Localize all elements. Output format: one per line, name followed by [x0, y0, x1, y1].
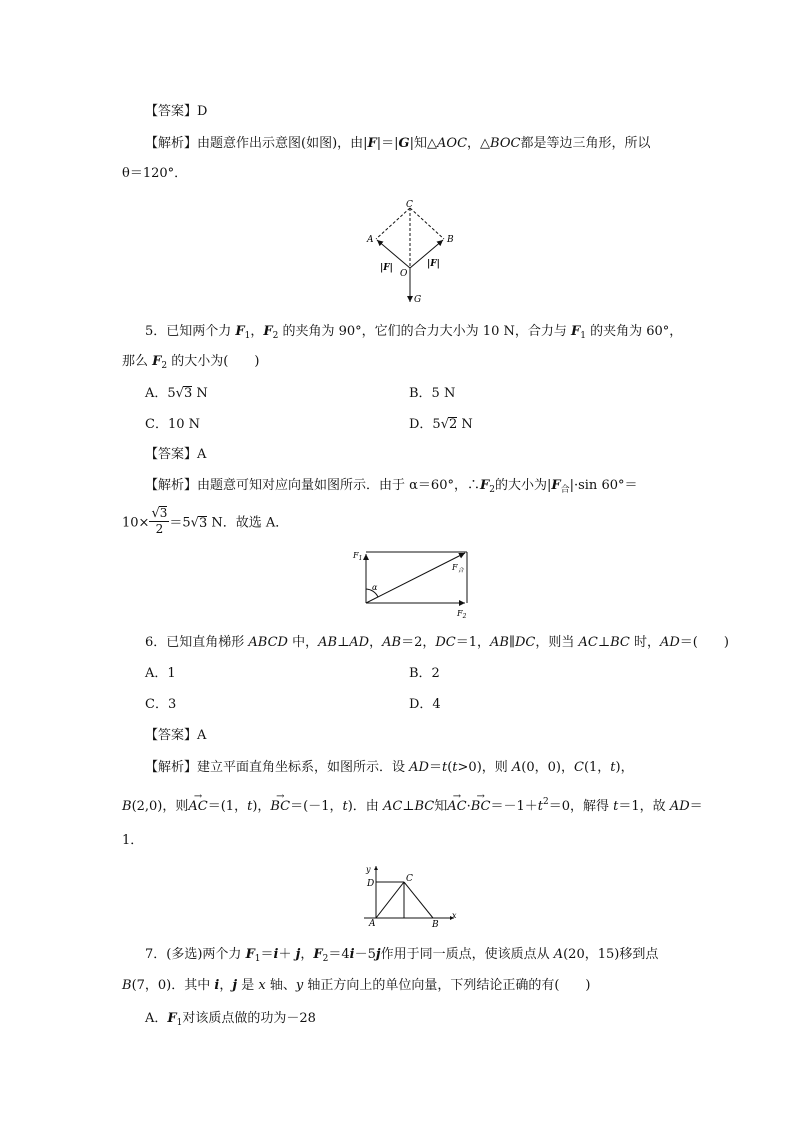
text: 6．已知直角梯形	[145, 635, 249, 650]
text: A．5	[145, 386, 176, 401]
text: (7，0)．其中	[131, 978, 215, 993]
label-f-left: |F|	[380, 263, 393, 273]
explanation-5-line-1	[145, 478, 637, 498]
var: B	[122, 799, 132, 814]
var: t	[613, 799, 619, 814]
var: t	[441, 760, 448, 775]
var: BOC	[490, 136, 521, 151]
answer-4	[145, 104, 207, 120]
sub: 2	[322, 954, 329, 964]
var: F	[551, 478, 561, 493]
vector: → BC	[471, 799, 491, 815]
text: －5	[354, 947, 376, 962]
text: 是	[237, 978, 259, 993]
text: (1，	[583, 760, 611, 775]
sub: 1	[244, 331, 251, 341]
var: AB	[490, 635, 509, 650]
text: ，	[300, 947, 314, 962]
text: N	[192, 386, 208, 401]
var: ABCD	[248, 635, 288, 650]
answer-value: A	[197, 447, 207, 462]
answer-value: A	[197, 728, 207, 743]
option-5c[interactable]: C．10 N	[145, 417, 200, 432]
explanation-tag: 【解析】	[145, 136, 198, 151]
var: t	[452, 760, 458, 775]
var: G	[398, 136, 410, 151]
text: ，	[250, 324, 264, 339]
text: )．由	[347, 799, 383, 814]
text: 对该质点做的功为－28	[182, 1011, 316, 1026]
text: ，	[369, 635, 383, 650]
option-6d[interactable]: D．4	[409, 697, 441, 712]
var: AD	[409, 760, 429, 775]
text: 7．(多选)两个力	[145, 947, 246, 962]
question-7-line-2	[122, 978, 590, 994]
text: 都是等边三角形，所以	[520, 136, 651, 151]
explanation-6-line-2	[122, 794, 703, 815]
text: 由题意可知对应向量如图所示．由于 α＝60°，∴	[197, 478, 480, 493]
text: ＝	[260, 947, 274, 962]
var: B	[122, 978, 132, 993]
var: AD	[349, 635, 370, 650]
text: ⊥	[402, 799, 415, 814]
sub: 2	[161, 361, 168, 371]
text: ＝4	[328, 947, 350, 962]
fraction: $\frac{√3}{2}$	[151, 506, 168, 536]
explanation-5-line-2: 10× $\frac{√3}{2}$ ＝5√3 N．故选 A．	[122, 506, 289, 536]
label-a: A	[367, 235, 374, 245]
var: F	[367, 136, 377, 151]
label-alpha: α	[372, 583, 378, 592]
var: F	[245, 947, 255, 962]
answer-value: D	[197, 104, 208, 119]
var: F	[167, 1011, 177, 1026]
vector: → AC	[447, 799, 466, 815]
var: AOC	[437, 136, 468, 151]
var: AB	[382, 635, 402, 650]
label-o: O	[400, 269, 408, 279]
sub: 2	[489, 485, 495, 495]
var: BC	[610, 635, 630, 650]
var: AB	[318, 635, 338, 650]
explanation-4-line-2: θ＝120°．	[122, 166, 188, 181]
var: AC	[382, 799, 403, 814]
var: j	[295, 947, 301, 962]
option-7a[interactable]	[145, 1011, 316, 1031]
var: F	[313, 947, 323, 962]
option-6c[interactable]: C．3	[145, 697, 177, 712]
var: AC	[578, 635, 598, 650]
text: >0)，则	[457, 760, 512, 775]
answer-6	[145, 728, 206, 744]
vector: → AC	[188, 799, 207, 815]
answer-tag: 【答案】	[145, 447, 198, 462]
var: i	[273, 947, 279, 962]
var: F	[235, 324, 245, 339]
text: D．5	[409, 417, 441, 432]
text: 的大小为|	[494, 478, 552, 493]
text: ＝0，解得	[548, 799, 614, 814]
text: ＝1，	[455, 635, 491, 650]
text: |知△	[409, 136, 438, 151]
text: 知	[434, 799, 448, 814]
text: )，	[252, 799, 271, 814]
label-f-he: $F_合$	[452, 563, 464, 574]
vector: → BC	[270, 799, 290, 815]
sub: 1	[254, 954, 261, 964]
var: j	[232, 978, 238, 993]
var: i	[349, 947, 355, 962]
explanation-6-line-3: 1．	[122, 833, 144, 848]
answer-tag: 【答案】	[145, 104, 198, 119]
text: ＝(－1，	[290, 799, 343, 814]
var: DC	[435, 635, 456, 650]
text: ，则当	[535, 635, 579, 650]
question-5-line-2	[122, 354, 259, 374]
question-5-line-1	[145, 324, 682, 344]
var: i	[214, 978, 220, 993]
sub: 1	[580, 331, 586, 341]
var: j	[375, 947, 381, 962]
option-5a[interactable]: A．5√3 N	[145, 386, 208, 401]
text: ＝2，	[401, 635, 436, 650]
denominator: 2	[155, 522, 164, 536]
explanation-tag: 【解析】	[145, 478, 198, 493]
text: ＝	[428, 760, 442, 775]
radicand: 2	[449, 417, 458, 432]
text: ∥	[508, 635, 515, 650]
trapezoid-coordinate-figure	[362, 862, 462, 930]
explanation-tag: 【解析】	[145, 760, 198, 775]
text: 中，	[287, 635, 319, 650]
var: F	[570, 324, 581, 339]
answer-5	[145, 447, 206, 463]
sub: 1	[176, 1018, 183, 1028]
var: x	[258, 978, 266, 993]
var: t	[610, 760, 616, 775]
label-c: C	[406, 200, 413, 210]
force-diagram-figure	[362, 196, 462, 308]
text: N	[457, 417, 473, 432]
answer-tag: 【答案】	[145, 728, 198, 743]
text: N．故选 A．	[207, 515, 289, 531]
text: ·	[466, 799, 471, 814]
var: t	[537, 799, 544, 814]
explanation-4-line-1	[145, 136, 650, 152]
text: (0，0)，	[521, 760, 574, 775]
text: ＝	[689, 799, 703, 814]
text: 的大小为( )	[167, 354, 260, 369]
text: ⊥	[597, 635, 611, 650]
text: 时，	[629, 635, 660, 650]
rectangle-force-figure	[346, 546, 476, 626]
text: ＝5	[169, 515, 191, 531]
text: |＝|	[376, 136, 399, 151]
text: 那么	[122, 354, 153, 369]
var: AD	[659, 635, 680, 650]
var: A	[511, 760, 522, 775]
text: ＝( )	[679, 635, 729, 650]
numerator: 3	[159, 506, 168, 520]
text: (20，15)移到点	[563, 947, 659, 962]
sup: 2	[543, 797, 549, 807]
option-5d[interactable]: D．5√2 N	[409, 417, 473, 432]
sub: 合	[560, 485, 570, 495]
text: 的夹角为 60°，	[585, 324, 683, 339]
var: DC	[514, 635, 536, 650]
text: 由题意作出示意图(如图)，由|	[197, 136, 368, 151]
radicand: 3	[198, 515, 208, 531]
question-7-line-1	[145, 947, 658, 967]
label-f-right: |F|	[427, 259, 440, 269]
text: 作用于同一质点，使该质点从	[380, 947, 554, 962]
label-c: C	[406, 874, 413, 884]
var: t	[342, 799, 348, 814]
label-d: D	[367, 879, 375, 889]
text: )，	[615, 760, 634, 775]
text: ，	[219, 978, 233, 993]
var: A	[553, 947, 564, 962]
text: |·sin 60°＝	[569, 478, 638, 493]
text: ＝1，故	[618, 799, 670, 814]
text: 的夹角为 90°，它们的合力大小为 10 N，合力与	[278, 324, 571, 339]
var: y	[295, 978, 304, 993]
text: 建立平面直角坐标系，如图所示．设	[197, 760, 410, 775]
var: F	[479, 478, 490, 493]
label-b: B	[447, 235, 454, 245]
explanation-6-line-1	[145, 760, 634, 776]
question-6	[145, 635, 729, 651]
label-a: A	[369, 919, 376, 929]
option-6b[interactable]: B．2	[409, 666, 440, 681]
text: ⊥	[337, 635, 350, 650]
var: BC	[414, 799, 435, 814]
label-g: G	[414, 295, 422, 305]
label-b: B	[432, 920, 439, 930]
label-f1: $F_1$	[353, 551, 363, 562]
var: F	[263, 324, 273, 339]
text: ＝(1，	[207, 799, 248, 814]
text: ＋	[278, 947, 296, 962]
text: (	[447, 760, 453, 775]
text: 5．已知两个力	[145, 324, 236, 339]
axis-y-label: y	[366, 865, 371, 874]
axis-x-label: x	[452, 911, 457, 920]
text: 轴正方向上的单位向量，下列结论正确的有( )	[303, 978, 591, 993]
var: C	[573, 760, 584, 775]
text: 轴、	[265, 978, 296, 993]
text: ，△	[467, 136, 491, 151]
var: t	[247, 799, 253, 814]
label-f2: $F_2$	[457, 609, 467, 620]
text: 10×	[122, 515, 150, 531]
radicand: 3	[183, 386, 193, 401]
text: A．	[145, 1011, 168, 1026]
text: (2,0)，则	[131, 799, 189, 814]
sub: 2	[272, 331, 279, 341]
option-5b[interactable]: B．5 N	[409, 386, 456, 401]
var: AD	[669, 799, 690, 814]
var: F	[152, 354, 162, 369]
text: ＝－1＋	[490, 799, 538, 814]
option-6a[interactable]: A．1	[145, 666, 176, 681]
